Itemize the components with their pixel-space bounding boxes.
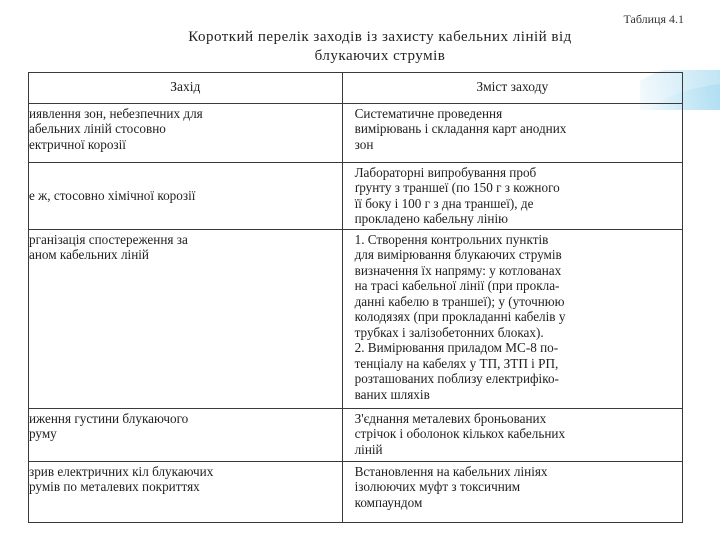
caption-line: блукаючих струмів [314,48,446,64]
content-cell: Лабораторні випробування проб ґрунту з траншеї (по 150 г з кожного її боку і 100 г з дна траншеї), де прокладено кабельну лінію [342,162,682,229]
table-number-label: Таблиця 4.1 [623,12,684,26]
measure-cell: зрив електричних кіл блукаючих румів по металевих покриттях [29,461,343,522]
table-row [29,461,683,522]
content-cell: З'єднання металевих броньованих стрічок і оболонок кількох кабельних ліній [342,408,682,461]
content-cell: Систематичне проведення вимірювань і складання карт анодних зон [342,103,682,162]
measure-cell: иження густини блукаючого руму [29,408,343,461]
measure-cell: рганізація спостереження за аном кабельних ліній [29,229,343,408]
table-header-row [29,73,683,104]
content-cell: Встановлення на кабельних лініях ізолюючих муфт з токсичним компаундом [342,461,682,522]
table-row [29,162,683,229]
table-row [29,103,683,162]
table-caption [100,28,660,66]
content-cell: 1. Створення контрольних пунктів для вимірювання блукаючих струмів визначення їх напряму: у котлованах на трасі кабельної лінії (при прокла- данні кабелю в траншеї); у (уточнюю колодязях (при прокладанні кабелів у трубках і залізобетонних блоках). 2. Вимірювання приладом МС-8 по- тенціалу на кабелях у ТП, ЗТП і РП, розташованих поблизу електрифіко- ваних шляхів [342,229,682,408]
table-row [29,408,683,461]
measure-cell: иявлення зон, небезпечних для абельних ліній стосовно ектричної корозії [29,103,343,162]
table-row [29,229,683,408]
column-header-measure: Захід [29,73,343,104]
measure-cell: е ж, стосовно хімічної корозії [29,162,343,229]
caption-line: Короткий перелік заходів із захисту кабельних ліній від [188,29,572,45]
measures-table [28,72,683,523]
top-margin [0,0,720,26]
column-header-content: Зміст заходу [342,73,682,104]
